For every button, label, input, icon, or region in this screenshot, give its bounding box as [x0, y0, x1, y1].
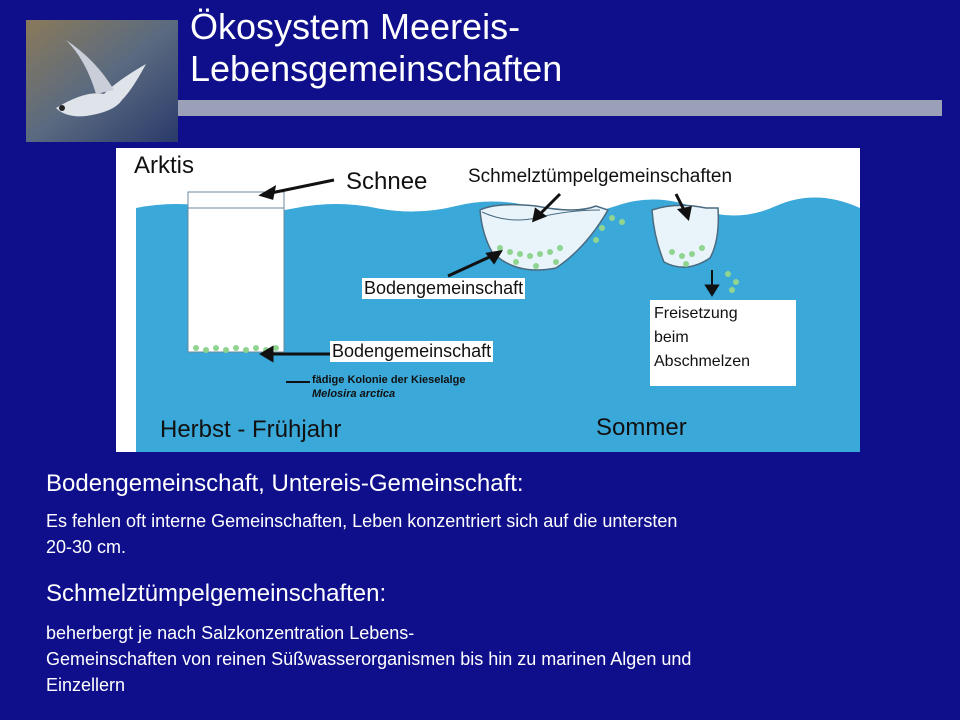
section-1-line-1: Es fehlen oft interne Gemeinschaften, Leben konzentriert sich auf die untersten: [46, 511, 678, 531]
section-2-heading: Schmelztümpelgemeinschaften:: [46, 580, 387, 607]
legend-line-2: Melosira arctica: [312, 388, 396, 400]
title-line-2: Lebensgemeinschaften: [190, 48, 563, 89]
label-release-line-2: beim: [654, 329, 689, 346]
label-bottom-community-lower: Bodengemeinschaft: [332, 341, 492, 361]
legend-line-1: fädige Kolonie der Kieselalge: [312, 374, 466, 386]
label-season-left: Herbst - Frühjahr: [160, 416, 342, 443]
section-2-line-1: beherbergt je nach Salzkonzentration Lebens-: [46, 623, 415, 643]
section-1-heading: Bodengemeinschaft, Untereis-Gemeinschaft:: [46, 470, 524, 497]
title-line-1: Ökosystem Meereis-: [190, 6, 521, 47]
section-2-line-2: Gemeinschaften von reinen Süßwasserorganismen bis hin zu marinen Algen und: [46, 649, 692, 669]
section-2-line-3: Einzellern: [46, 675, 126, 695]
label-season-right: Sommer: [596, 414, 687, 441]
title-underline: [178, 100, 942, 116]
label-release-line-3: Abschmelzen: [654, 353, 751, 370]
sea-ice-diagram: [116, 148, 860, 452]
slide-title: [190, 6, 562, 90]
label-release-line-1: Freisetzung: [654, 305, 738, 322]
label-bottom-community-upper: Bodengemeinschaft: [364, 278, 524, 298]
section-1-line-2: 20-30 cm.: [46, 537, 127, 557]
bird-photo-logo: [26, 20, 178, 142]
label-snow: Schnee: [346, 168, 428, 195]
label-release-box: [650, 300, 796, 386]
label-melt-pond-communities: Schmelztümpelgemeinschaften: [468, 166, 733, 187]
label-arctic: Arktis: [134, 152, 194, 179]
